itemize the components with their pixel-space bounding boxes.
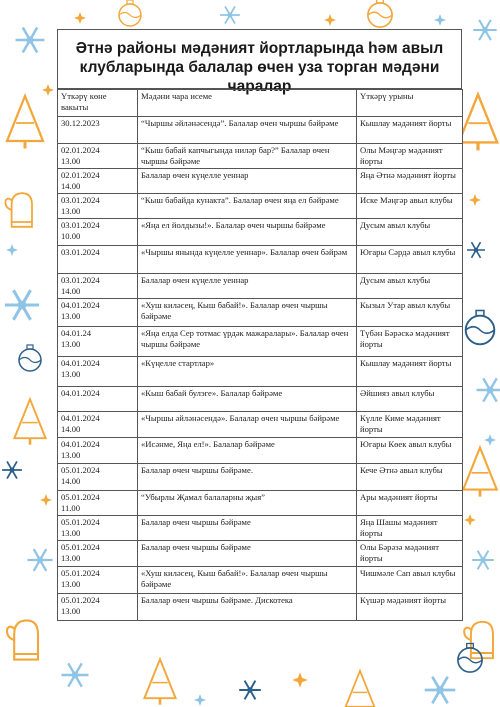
cell-place: Яңа Әтнә мәдәният йорты: [357, 169, 463, 194]
table-row: [58, 299, 463, 327]
cell-event: «Күңелле стартлар»: [138, 357, 357, 387]
table-row: [58, 491, 463, 516]
event-time: 10.00: [61, 230, 81, 241]
cell-event: «Яңа ел йолдызы!». Балалар өчен чыршы бәйрәме: [138, 219, 357, 246]
event-time: 13.00: [61, 155, 81, 166]
cell-event: Балалар өчен чыршы бәйрәме.: [138, 464, 357, 491]
cell-datetime: [58, 412, 138, 438]
cell-place: Кышлау мәдәният йорты: [357, 117, 463, 144]
cell-place: Күшәр мәдәният йорты: [357, 594, 463, 621]
cell-place: Дусым авыл клубы: [357, 274, 463, 299]
events-table: [57, 89, 463, 621]
cell-place: Күлле Киме мәдәният йорты: [357, 412, 463, 438]
event-date: 02.01.2024: [61, 170, 100, 180]
table-row: [58, 516, 463, 541]
event-time: 11.00: [61, 502, 81, 513]
ornament-icon: [119, 0, 392, 27]
table-row: [58, 219, 463, 246]
column-header-event: Мәдәни чара исеме: [138, 90, 357, 117]
cell-datetime: [58, 169, 138, 194]
cell-event: Балалар өчен күңелле уеннар: [138, 274, 357, 299]
table-row: [58, 327, 463, 357]
event-time: 13.00: [61, 368, 81, 379]
cell-place: Яңа Шашы мәдәният йорты: [357, 516, 463, 541]
table-row: [58, 567, 463, 594]
event-date: 04.01.2024: [61, 388, 100, 398]
event-date: 04.01.2024: [61, 413, 100, 423]
cell-event: «Хуш киләсең, Кыш бабай!». Балалар өчен чыршы бәйрәме: [138, 299, 357, 327]
cell-event: «Кыш бабай булэге». Балалар бәйрәме: [138, 387, 357, 412]
cell-event: «Чыршы янында күңелле уеннар». Балалар өчен бәйрәм: [138, 246, 357, 274]
cell-event: “Кыш бабайда кунакта”. Балалар өчен яңа ел бәйрәме: [138, 194, 357, 219]
cell-place: Югары Көек авыл клубы: [357, 438, 463, 464]
cell-place: Кызыл Утар авыл клубы: [357, 299, 463, 327]
event-time: 13.00: [61, 578, 81, 589]
cell-datetime: [58, 327, 138, 357]
cell-event: «Хуш киләсең, Кыш бабай!». Балалар өчен чыршы бәйрәме: [138, 567, 357, 594]
cell-datetime: [58, 464, 138, 491]
table-row: [58, 541, 463, 567]
event-date: 05.01.2024: [61, 465, 100, 475]
event-time: 14.00: [61, 475, 81, 486]
table-row: [58, 194, 463, 219]
cell-datetime: [58, 117, 138, 144]
cell-place: Түбән Бәрәскә мәдәният йорты: [357, 327, 463, 357]
event-time: 13.00: [61, 552, 81, 563]
cell-datetime: [58, 567, 138, 594]
table-row: [58, 357, 463, 387]
cell-datetime: [58, 491, 138, 516]
cell-place: Әйшияз авыл клубы: [357, 387, 463, 412]
event-time: 13.00: [61, 527, 81, 538]
cell-place: Олы Мәңгәр мәдәният йорты: [357, 144, 463, 169]
cell-place: Дусым авыл клубы: [357, 219, 463, 246]
cell-datetime: [58, 516, 138, 541]
table-row: [58, 117, 463, 144]
table-header-row: [58, 90, 463, 117]
cell-place: Чишмәле Сап авыл клубы: [357, 567, 463, 594]
table-row: [58, 438, 463, 464]
cell-datetime: [58, 541, 138, 567]
cell-datetime: [58, 438, 138, 464]
column-header-place: Үткәрү урыны: [357, 90, 463, 117]
event-date: 30.12.2023: [61, 118, 100, 128]
event-date: 05.01.2024: [61, 492, 100, 502]
event-date: 04.01.2024: [61, 300, 100, 310]
event-date: 05.01.2024: [61, 542, 100, 552]
cell-place: Кече Әтнә авыл клубы: [357, 464, 463, 491]
event-date: 03.01.2024: [61, 247, 100, 257]
cell-datetime: [58, 357, 138, 387]
table-row: [58, 387, 463, 412]
event-date: 04.01.2024: [61, 358, 100, 368]
event-date: 02.01.2024: [61, 145, 100, 155]
cell-event: «Исәнме, Яңа ел!». Балалар бәйрәме: [138, 438, 357, 464]
cell-event: «Яңа елда Сер тотмас үрдәк мажаралары». Балалар өчен чыршы бәйрәме: [138, 327, 357, 357]
cell-datetime: [58, 274, 138, 299]
cell-datetime: [58, 246, 138, 274]
table-row: [58, 412, 463, 438]
cell-event: Балалар өчен чыршы бәйрәме. Дискотека: [138, 594, 357, 621]
event-date: 05.01.2024: [61, 595, 100, 605]
cell-event: “Убырлы Җамал балаларны җыя”: [138, 491, 357, 516]
event-time: 14.00: [61, 180, 81, 191]
cell-place: Иске Мәңгәр авыл клубы: [357, 194, 463, 219]
event-time: 13.00: [61, 310, 81, 321]
event-date: 03.01.2024: [61, 220, 100, 230]
event-time: 14.00: [61, 423, 81, 434]
column-header-date: Үткәрү көне вакыты: [58, 90, 138, 117]
event-time: 13.00: [61, 205, 81, 216]
event-time: 13.00: [61, 449, 81, 460]
table-row: [58, 464, 463, 491]
cell-datetime: [58, 387, 138, 412]
event-date: 03.01.2024: [61, 275, 100, 285]
cell-event: «Чыршы әйләнәсендә». Балалар өчен чыршы бәйрәме: [138, 412, 357, 438]
event-date: 04.01.2024: [61, 439, 100, 449]
cell-event: Балалар өчен чыршы бәйрәме: [138, 516, 357, 541]
event-date: 04.01.24: [61, 328, 92, 338]
cell-datetime: [58, 144, 138, 169]
event-date: 05.01.2024: [61, 568, 100, 578]
table-row: [58, 246, 463, 274]
page-title: Әтнә районы мәдәният йортларында һәм авыл клубларында балалар өчен уза торган мәдәни чаралар: [57, 29, 462, 89]
cell-event: Балалар өчен күңелле уеннар: [138, 169, 357, 194]
cell-place: Югары Сәрдә авыл клубы: [357, 246, 463, 274]
cell-datetime: [58, 594, 138, 621]
event-time: 13.00: [61, 605, 81, 616]
cell-datetime: [58, 299, 138, 327]
cell-datetime: [58, 219, 138, 246]
cell-place: Кышлау мәдәният йорты: [357, 357, 463, 387]
event-time: 14.00: [61, 285, 81, 296]
table-row: [58, 144, 463, 169]
table-row: [58, 169, 463, 194]
table-row: [58, 594, 463, 621]
cell-event: Балалар өчен чыршы бәйрәме: [138, 541, 357, 567]
cell-event: “Чыршы әйләнәсендә”. Балалар өчен чыршы бәйрәме: [138, 117, 357, 144]
table-row: [58, 274, 463, 299]
cell-event: “Кыш бабай капчыгында ниләр бар?” Балалар өчен чыршы бәйрәме: [138, 144, 357, 169]
event-date: 03.01.2024: [61, 195, 100, 205]
cell-place: Олы Бәрәзә мәдәният йорты: [357, 541, 463, 567]
cell-place: Ары мәдәният йорты: [357, 491, 463, 516]
event-date: 05.01.2024: [61, 517, 100, 527]
event-time: 13.00: [61, 338, 81, 349]
cell-datetime: [58, 194, 138, 219]
